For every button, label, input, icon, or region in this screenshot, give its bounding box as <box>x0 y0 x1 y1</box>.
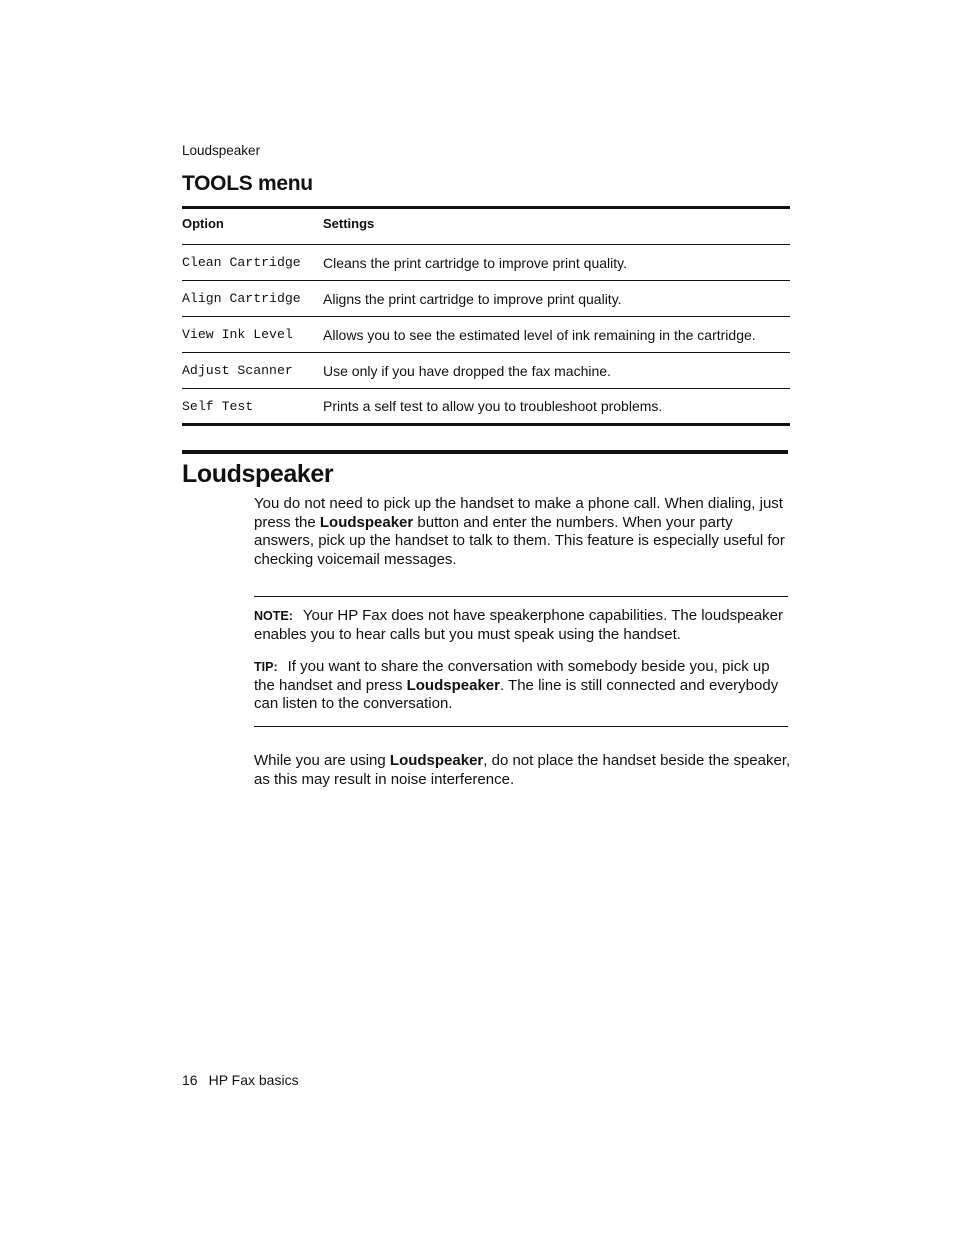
option-cell: Self Test <box>182 389 323 425</box>
settings-cell: Allows you to see the estimated level of ink remaining in the cartridge. <box>323 317 790 353</box>
bold-term: Loudspeaker <box>319 513 414 531</box>
table-row <box>182 389 790 425</box>
option-column-header: Option <box>182 208 323 245</box>
tools-menu-table <box>182 206 790 426</box>
text-run: While you are using <box>254 752 390 769</box>
bold-term: Loudspeaker <box>406 676 500 694</box>
settings-column-header: Settings <box>323 208 790 245</box>
note-paragraph <box>254 607 788 644</box>
settings-cell: Cleans the print cartridge to improve print quality. <box>323 245 790 281</box>
text-run: . The line is still connected and everybody can listen to the conversation. <box>254 676 779 713</box>
table-row <box>182 317 790 353</box>
option-cell: View Ink Level <box>182 317 323 353</box>
intro-paragraph <box>254 495 794 569</box>
footer-section: HP Fax basics <box>208 1072 299 1088</box>
note-tip-box <box>254 596 788 727</box>
text-run: button and enter the numbers. When your party answers, pick up the handset to talk to them. This feature is especially useful for checking voicemail messages. <box>254 513 785 568</box>
settings-cell: Aligns the print cartridge to improve print quality. <box>323 281 790 317</box>
table-row <box>182 281 790 317</box>
option-cell: Clean Cartridge <box>182 245 323 281</box>
settings-cell: Prints a self test to allow you to troubleshoot problems. <box>323 389 790 425</box>
note-label: NOTE: <box>254 609 293 623</box>
tip-label: TIP: <box>254 660 278 675</box>
text-run: If you want to share the conversation with somebody beside you, pick up the handset and press <box>254 658 770 694</box>
running-head: Loudspeaker <box>182 143 261 158</box>
table-row <box>182 245 790 281</box>
page-footer <box>182 1072 299 1088</box>
bold-term: Loudspeaker <box>389 752 484 769</box>
text-run: , do not place the handset beside the speaker, as this may result in noise interference. <box>254 752 791 788</box>
caution-paragraph <box>254 752 794 789</box>
page-number: 16 <box>182 1072 198 1088</box>
text-run: You do not need to pick up the handset to make a phone call. When dialing, just press the <box>254 495 783 531</box>
table-header-row <box>182 208 790 245</box>
option-cell: Align Cartridge <box>182 281 323 317</box>
tip-paragraph <box>254 658 788 714</box>
tools-menu-heading: TOOLS menu <box>182 172 313 195</box>
loudspeaker-heading: Loudspeaker <box>182 450 788 489</box>
settings-cell: Use only if you have dropped the fax machine. <box>323 353 790 389</box>
note-text: Your HP Fax does not have speakerphone capabilities. The loudspeaker enables you to hear calls but you must speak using the handset. <box>254 607 783 643</box>
option-cell: Adjust Scanner <box>182 353 323 389</box>
table-row <box>182 353 790 389</box>
